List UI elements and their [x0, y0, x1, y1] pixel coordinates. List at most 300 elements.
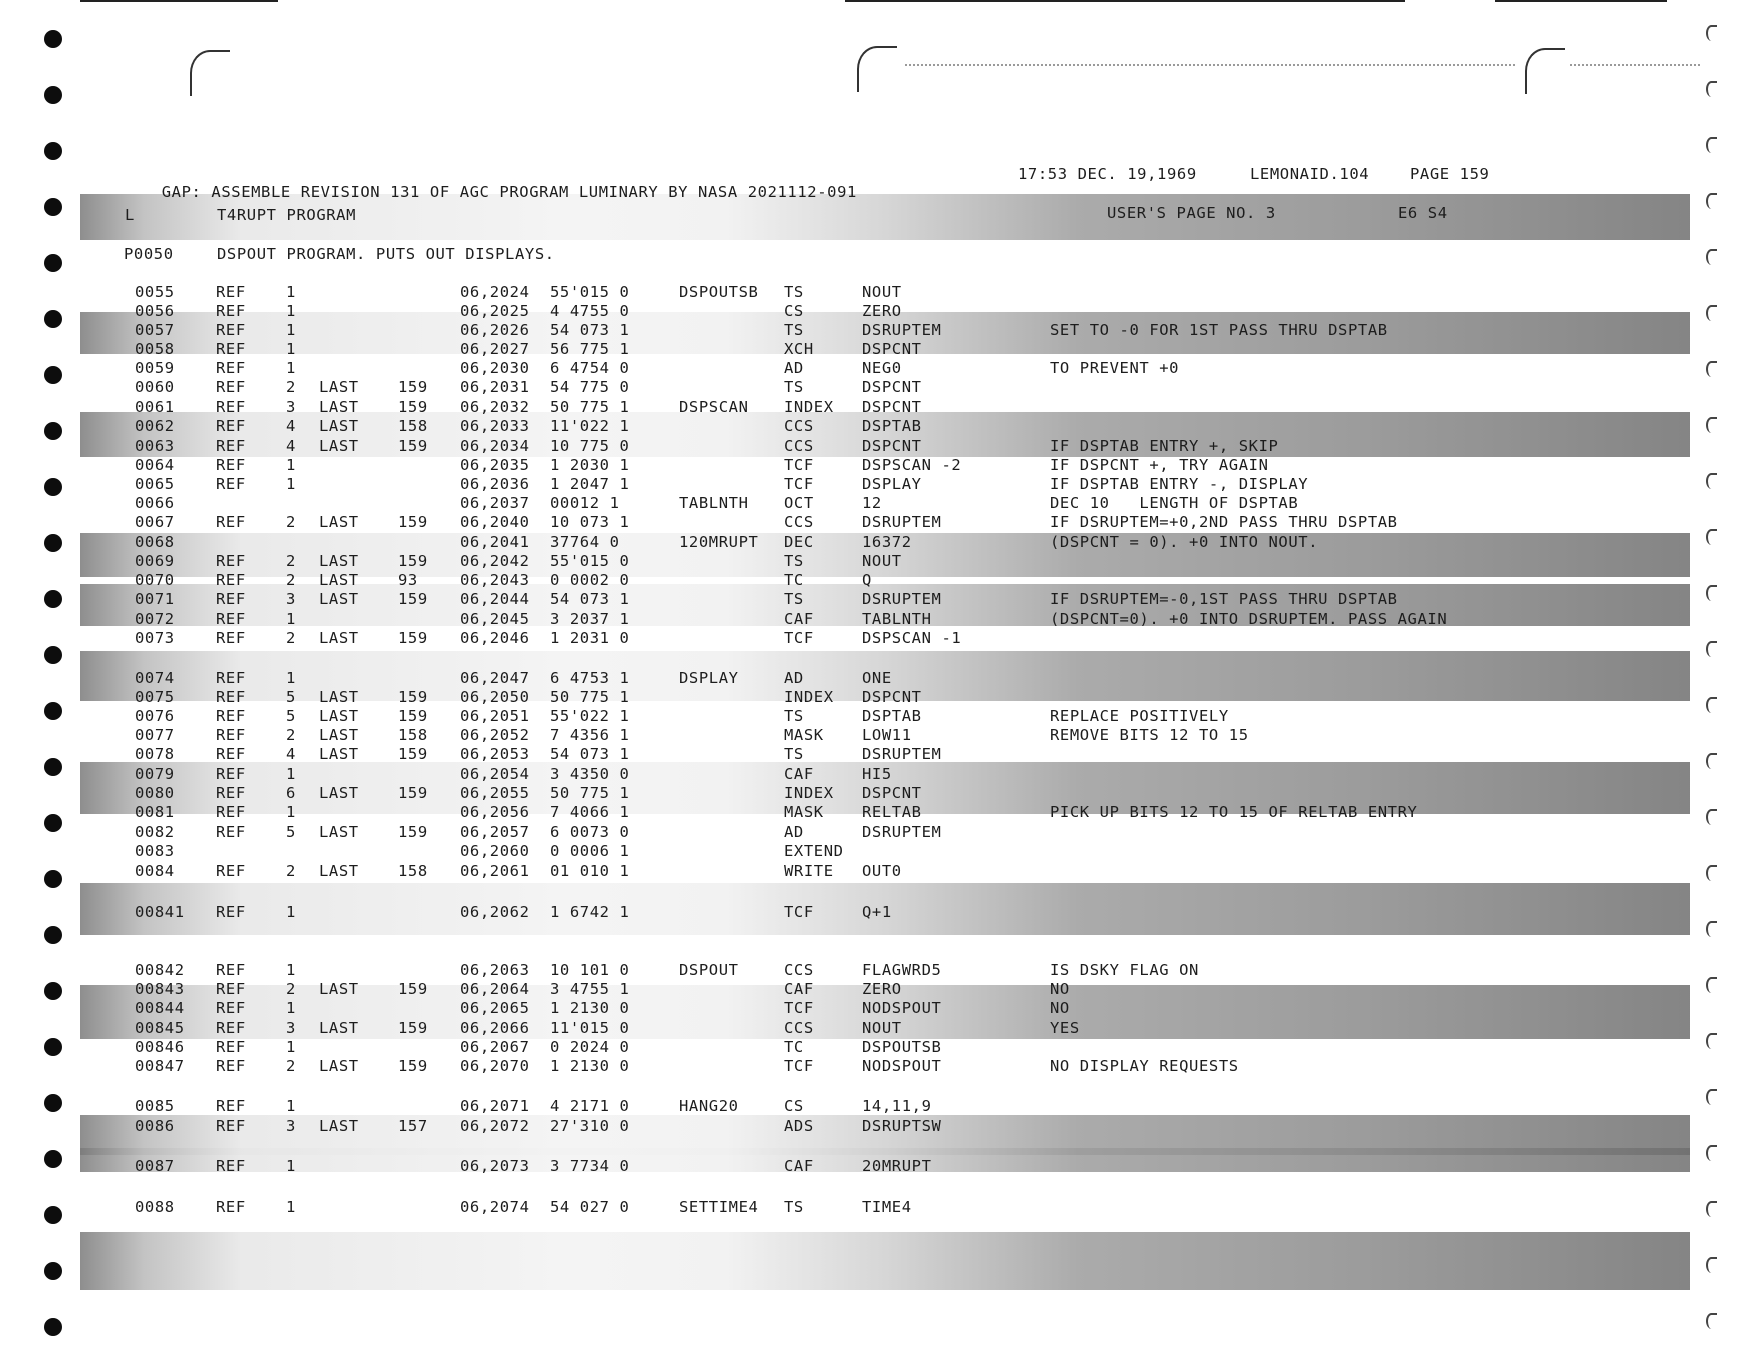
- row-last: LAST: [319, 513, 359, 531]
- feed-hole: [44, 254, 62, 272]
- row-line: 0075: [135, 688, 175, 706]
- row-op: CCS: [784, 961, 814, 979]
- row-comment: NO: [1050, 980, 1070, 998]
- row-ref: REF: [216, 803, 246, 821]
- row-word: 3 4755 1: [550, 980, 630, 998]
- row-n: 1: [286, 1198, 296, 1216]
- feed-hole: [44, 534, 62, 552]
- feed-hole: [44, 870, 62, 888]
- row-ref: REF: [216, 552, 246, 570]
- row-word: 00012 1: [550, 494, 620, 512]
- row-word: 7 4356 1: [550, 726, 630, 744]
- row-lastnum: 158: [398, 862, 428, 880]
- row-addr: 06,2053: [460, 745, 530, 763]
- edge-mark: [1706, 809, 1717, 825]
- row-word: 56 775 1: [550, 340, 630, 358]
- row-operand: TABLNTH: [862, 610, 932, 628]
- feed-hole: [44, 1150, 62, 1168]
- row-last: LAST: [319, 1117, 359, 1135]
- row-line: 00844: [135, 999, 185, 1017]
- row-label: SETTIME4: [679, 1198, 759, 1216]
- row-lastnum: 158: [398, 726, 428, 744]
- row-operand: DSPTAB: [862, 417, 922, 435]
- row-line: 0085: [135, 1097, 175, 1115]
- edge-mark: [1706, 473, 1717, 489]
- row-line: 0066: [135, 494, 175, 512]
- row-word: 55'015 0: [550, 283, 630, 301]
- row-ref: REF: [216, 999, 246, 1017]
- row-last: LAST: [319, 1057, 359, 1075]
- row-ref: REF: [216, 359, 246, 377]
- row-line: 0071: [135, 590, 175, 608]
- row-last: LAST: [319, 398, 359, 416]
- row-operand: NODSPOUT: [862, 1057, 942, 1075]
- row-n: 2: [286, 980, 296, 998]
- row-word: 54 775 0: [550, 378, 630, 396]
- page-curl-mark: [857, 46, 897, 92]
- row-comment: REMOVE BITS 12 TO 15: [1050, 726, 1249, 744]
- row-addr: 06,2043: [460, 571, 530, 589]
- row-op: EXTEND: [784, 842, 844, 860]
- section-title: T4RUPT PROGRAM: [217, 206, 357, 224]
- row-addr: 06,2025: [460, 302, 530, 320]
- edge-mark: [1706, 305, 1717, 321]
- row-comment: DEC 10 LENGTH OF DSPTAB: [1050, 494, 1299, 512]
- row-ref: REF: [216, 1117, 246, 1135]
- row-operand: DSPCNT: [862, 378, 922, 396]
- row-addr: 06,2052: [460, 726, 530, 744]
- row-operand: DSRUPTEM: [862, 321, 942, 339]
- row-ref: REF: [216, 590, 246, 608]
- row-comment: REPLACE POSITIVELY: [1050, 707, 1229, 725]
- row-lastnum: 159: [398, 552, 428, 570]
- row-op: TS: [784, 378, 804, 396]
- row-operand: Q+1: [862, 903, 892, 921]
- row-operand: LOW11: [862, 726, 912, 744]
- lemonaid-version: LEMONAID.104: [1250, 165, 1370, 183]
- row-line: 00847: [135, 1057, 185, 1075]
- row-word: 1 2130 0: [550, 999, 630, 1017]
- row-op: INDEX: [784, 688, 834, 706]
- row-n: 1: [286, 302, 296, 320]
- row-operand: DSRUPTEM: [862, 590, 942, 608]
- edge-mark: [1706, 977, 1717, 993]
- row-ref: REF: [216, 707, 246, 725]
- row-word: 10 775 0: [550, 437, 630, 455]
- edge-mark: [1706, 585, 1717, 601]
- feed-hole: [44, 590, 62, 608]
- row-comment: (DSPCNT=0). +0 INTO DSRUPTEM. PASS AGAIN: [1050, 610, 1448, 628]
- row-addr: 06,2046: [460, 629, 530, 647]
- edge-mark: [1706, 529, 1717, 545]
- row-line: 0078: [135, 745, 175, 763]
- edge-mark: [1706, 249, 1717, 265]
- section-letter: L: [125, 206, 135, 224]
- edge-mark: [1706, 641, 1717, 657]
- row-n: 1: [286, 1038, 296, 1056]
- row-addr: 06,2034: [460, 437, 530, 455]
- feed-hole: [44, 758, 62, 776]
- row-operand: FLAGWRD5: [862, 961, 942, 979]
- row-word: 1 2031 0: [550, 629, 630, 647]
- row-word: 50 775 1: [550, 398, 630, 416]
- row-op: TCF: [784, 456, 814, 474]
- row-line: 0088: [135, 1198, 175, 1216]
- row-n: 2: [286, 378, 296, 396]
- row-n: 5: [286, 688, 296, 706]
- row-lastnum: 159: [398, 688, 428, 706]
- feed-hole: [44, 702, 62, 720]
- row-word: 3 4350 0: [550, 765, 630, 783]
- row-op: TC: [784, 571, 804, 589]
- row-addr: 06,2067: [460, 1038, 530, 1056]
- edge-mark: [1706, 1033, 1717, 1049]
- row-last: LAST: [319, 823, 359, 841]
- row-ref: REF: [216, 340, 246, 358]
- row-ref: REF: [216, 669, 246, 687]
- row-addr: 06,2065: [460, 999, 530, 1017]
- row-addr: 06,2027: [460, 340, 530, 358]
- row-operand: 12: [862, 494, 882, 512]
- row-last: LAST: [319, 629, 359, 647]
- row-comment: SET TO -0 FOR 1ST PASS THRU DSPTAB: [1050, 321, 1388, 339]
- row-word: 1 6742 1: [550, 903, 630, 921]
- row-lastnum: 157: [398, 1117, 428, 1135]
- row-lastnum: 93: [398, 571, 418, 589]
- row-op: TCF: [784, 475, 814, 493]
- row-addr: 06,2044: [460, 590, 530, 608]
- row-lastnum: 159: [398, 437, 428, 455]
- user-page-number: USER'S PAGE NO. 3: [1107, 204, 1276, 222]
- feed-hole: [44, 1038, 62, 1056]
- row-n: 1: [286, 359, 296, 377]
- row-ref: REF: [216, 1057, 246, 1075]
- row-last: LAST: [319, 417, 359, 435]
- row-word: 6 4754 0: [550, 359, 630, 377]
- row-op: MASK: [784, 803, 824, 821]
- row-word: 27'310 0: [550, 1117, 630, 1135]
- row-ref: REF: [216, 745, 246, 763]
- row-ref: REF: [216, 437, 246, 455]
- row-operand: DSPTAB: [862, 707, 922, 725]
- row-lastnum: 159: [398, 513, 428, 531]
- row-word: 37764 0: [550, 533, 620, 551]
- row-line: 00843: [135, 980, 185, 998]
- row-line: 0076: [135, 707, 175, 725]
- row-word: 6 0073 0: [550, 823, 630, 841]
- edition-code: E6 S4: [1398, 204, 1448, 222]
- row-line: 0055: [135, 283, 175, 301]
- row-ref: REF: [216, 398, 246, 416]
- row-n: 5: [286, 707, 296, 725]
- row-n: 2: [286, 571, 296, 589]
- row-op: AD: [784, 823, 804, 841]
- row-n: 1: [286, 765, 296, 783]
- row-operand: DSPCNT: [862, 784, 922, 802]
- feed-hole: [44, 1094, 62, 1112]
- program-description: DSPOUT PROGRAM. PUTS OUT DISPLAYS.: [217, 245, 555, 263]
- row-line: 0070: [135, 571, 175, 589]
- row-line: 00842: [135, 961, 185, 979]
- edge-mark: [1706, 361, 1717, 377]
- row-operand: DSPCNT: [862, 398, 922, 416]
- row-addr: 06,2041: [460, 533, 530, 551]
- row-ref: REF: [216, 417, 246, 435]
- row-word: 1 2047 1: [550, 475, 630, 493]
- row-last: LAST: [319, 784, 359, 802]
- row-ref: REF: [216, 765, 246, 783]
- row-comment: IF DSPCNT +, TRY AGAIN: [1050, 456, 1269, 474]
- row-n: 2: [286, 629, 296, 647]
- row-line: 0083: [135, 842, 175, 860]
- edge-mark: [1706, 137, 1717, 153]
- edge-mark: [1706, 697, 1717, 713]
- row-word: 10 073 1: [550, 513, 630, 531]
- row-line: 0079: [135, 765, 175, 783]
- row-operand: NOUT: [862, 1019, 902, 1037]
- row-n: 1: [286, 803, 296, 821]
- feed-hole: [44, 310, 62, 328]
- row-line: 00845: [135, 1019, 185, 1037]
- row-op: AD: [784, 669, 804, 687]
- row-n: 3: [286, 1117, 296, 1135]
- row-word: 11'015 0: [550, 1019, 630, 1037]
- row-op: CCS: [784, 417, 814, 435]
- row-n: 2: [286, 513, 296, 531]
- row-op: DEC: [784, 533, 814, 551]
- row-label: DSPSCAN: [679, 398, 749, 416]
- row-line: 0057: [135, 321, 175, 339]
- row-addr: 06,2060: [460, 842, 530, 860]
- row-n: 5: [286, 823, 296, 841]
- row-n: 1: [286, 1157, 296, 1175]
- edge-mark: [1706, 81, 1717, 97]
- row-line: 00846: [135, 1038, 185, 1056]
- row-word: 0 2024 0: [550, 1038, 630, 1056]
- row-word: 4 4755 0: [550, 302, 630, 320]
- row-operand: OUT0: [862, 862, 902, 880]
- top-rule-center: [845, 0, 1405, 2]
- row-addr: 06,2037: [460, 494, 530, 512]
- edge-mark: [1706, 1089, 1717, 1105]
- edge-mark: [1706, 753, 1717, 769]
- row-word: 6 4753 1: [550, 669, 630, 687]
- row-ref: REF: [216, 321, 246, 339]
- row-op: OCT: [784, 494, 814, 512]
- row-line: 0063: [135, 437, 175, 455]
- row-word: 1 2130 0: [550, 1057, 630, 1075]
- row-addr: 06,2074: [460, 1198, 530, 1216]
- row-n: 4: [286, 417, 296, 435]
- row-n: 1: [286, 283, 296, 301]
- row-word: 54 073 1: [550, 745, 630, 763]
- row-n: 1: [286, 961, 296, 979]
- row-addr: 06,2051: [460, 707, 530, 725]
- row-operand: DSPSCAN -2: [862, 456, 962, 474]
- row-comment: (DSPCNT = 0). +0 INTO NOUT.: [1050, 533, 1319, 551]
- row-op: WRITE: [784, 862, 834, 880]
- row-comment: IF DSRUPTEM=-0,1ST PASS THRU DSPTAB: [1050, 590, 1398, 608]
- row-word: 54 073 1: [550, 321, 630, 339]
- row-n: 1: [286, 1097, 296, 1115]
- row-line: 0062: [135, 417, 175, 435]
- row-addr: 06,2024: [460, 283, 530, 301]
- row-lastnum: 159: [398, 629, 428, 647]
- row-line: 0082: [135, 823, 175, 841]
- row-lastnum: 159: [398, 398, 428, 416]
- edge-mark: [1706, 25, 1717, 41]
- perforation-dots: [1570, 64, 1700, 66]
- row-addr: 06,2066: [460, 1019, 530, 1037]
- row-word: 54 027 0: [550, 1198, 630, 1216]
- row-ref: REF: [216, 823, 246, 841]
- row-addr: 06,2054: [460, 765, 530, 783]
- row-operand: ONE: [862, 669, 892, 687]
- row-op: TS: [784, 590, 804, 608]
- row-n: 1: [286, 456, 296, 474]
- row-addr: 06,2035: [460, 456, 530, 474]
- edge-mark: [1706, 1257, 1717, 1273]
- row-label: TABLNTH: [679, 494, 749, 512]
- row-addr: 06,2030: [460, 359, 530, 377]
- row-n: 1: [286, 475, 296, 493]
- feed-hole: [44, 142, 62, 160]
- row-last: LAST: [319, 571, 359, 589]
- top-rule-right: [1495, 0, 1667, 2]
- row-addr: 06,2072: [460, 1117, 530, 1135]
- row-line: 00841: [135, 903, 185, 921]
- row-operand: NEG0: [862, 359, 902, 377]
- row-word: 3 2037 1: [550, 610, 630, 628]
- row-comment: IF DSRUPTEM=+0,2ND PASS THRU DSPTAB: [1050, 513, 1398, 531]
- row-op: XCH: [784, 340, 814, 358]
- row-operand: 20MRUPT: [862, 1157, 932, 1175]
- row-lastnum: 159: [398, 590, 428, 608]
- row-ref: REF: [216, 980, 246, 998]
- feed-hole: [44, 982, 62, 1000]
- row-ref: REF: [216, 283, 246, 301]
- feed-hole: [44, 1318, 62, 1336]
- row-addr: 06,2036: [460, 475, 530, 493]
- feed-hole: [44, 86, 62, 104]
- row-operand: NOUT: [862, 552, 902, 570]
- row-label: 120MRUPT: [679, 533, 759, 551]
- feed-hole: [44, 30, 62, 48]
- edge-mark: [1706, 865, 1717, 881]
- row-addr: 06,2062: [460, 903, 530, 921]
- row-last: LAST: [319, 980, 359, 998]
- row-last: LAST: [319, 688, 359, 706]
- row-operand: HI5: [862, 765, 892, 783]
- row-n: 6: [286, 784, 296, 802]
- row-addr: 06,2042: [460, 552, 530, 570]
- page-curl-mark: [190, 50, 230, 96]
- row-last: LAST: [319, 437, 359, 455]
- row-n: 2: [286, 1057, 296, 1075]
- row-ref: REF: [216, 903, 246, 921]
- row-line: 0067: [135, 513, 175, 531]
- row-op: INDEX: [784, 398, 834, 416]
- row-ref: REF: [216, 1097, 246, 1115]
- row-ref: REF: [216, 629, 246, 647]
- row-op: TCF: [784, 903, 814, 921]
- row-operand: DSRUPTEM: [862, 823, 942, 841]
- row-n: 1: [286, 669, 296, 687]
- row-op: TS: [784, 707, 804, 725]
- row-operand: ZERO: [862, 980, 902, 998]
- page-curl-mark: [1525, 48, 1565, 94]
- row-line: 0073: [135, 629, 175, 647]
- row-line: 0064: [135, 456, 175, 474]
- row-op: ADS: [784, 1117, 814, 1135]
- row-operand: DSRUPTEM: [862, 513, 942, 531]
- row-op: TCF: [784, 999, 814, 1017]
- row-lastnum: 159: [398, 378, 428, 396]
- row-line: 0074: [135, 669, 175, 687]
- row-comment: NO DISPLAY REQUESTS: [1050, 1057, 1239, 1075]
- row-op: CAF: [784, 980, 814, 998]
- feed-hole: [44, 1262, 62, 1280]
- row-op: TCF: [784, 1057, 814, 1075]
- row-addr: 06,2032: [460, 398, 530, 416]
- row-n: 1: [286, 340, 296, 358]
- row-word: 3 7734 0: [550, 1157, 630, 1175]
- row-label: HANG20: [679, 1097, 739, 1115]
- row-last: LAST: [319, 590, 359, 608]
- row-operand: 16372: [862, 533, 912, 551]
- row-operand: DSPLAY: [862, 475, 922, 493]
- row-line: 0065: [135, 475, 175, 493]
- row-word: 01 010 1: [550, 862, 630, 880]
- row-operand: Q: [862, 571, 872, 589]
- row-word: 55'022 1: [550, 707, 630, 725]
- row-addr: 06,2064: [460, 980, 530, 998]
- row-last: LAST: [319, 745, 359, 763]
- row-last: LAST: [319, 378, 359, 396]
- feed-hole: [44, 422, 62, 440]
- row-op: CS: [784, 1097, 804, 1115]
- row-addr: 06,2070: [460, 1057, 530, 1075]
- row-operand: DSPOUTSB: [862, 1038, 942, 1056]
- row-line: 0058: [135, 340, 175, 358]
- row-ref: REF: [216, 726, 246, 744]
- row-n: 4: [286, 437, 296, 455]
- row-op: CS: [784, 302, 804, 320]
- row-op: TCF: [784, 629, 814, 647]
- row-comment: IF DSPTAB ENTRY +, SKIP: [1050, 437, 1279, 455]
- row-op: TS: [784, 321, 804, 339]
- row-addr: 06,2057: [460, 823, 530, 841]
- row-line: 0060: [135, 378, 175, 396]
- row-word: 7 4066 1: [550, 803, 630, 821]
- row-word: 50 775 1: [550, 688, 630, 706]
- row-word: 4 2171 0: [550, 1097, 630, 1115]
- row-op: CAF: [784, 1157, 814, 1175]
- row-last: LAST: [319, 1019, 359, 1037]
- row-op: TS: [784, 1198, 804, 1216]
- row-operand: DSPCNT: [862, 437, 922, 455]
- row-label: DSPOUTSB: [679, 283, 759, 301]
- row-comment: TO PREVENT +0: [1050, 359, 1180, 377]
- row-line: 0069: [135, 552, 175, 570]
- row-operand: TIME4: [862, 1198, 912, 1216]
- row-operand: DSPCNT: [862, 688, 922, 706]
- row-n: 3: [286, 590, 296, 608]
- row-addr: 06,2031: [460, 378, 530, 396]
- timestamp: 17:53 DEC. 19,1969: [1018, 165, 1197, 183]
- row-op: CAF: [784, 765, 814, 783]
- row-label: DSPLAY: [679, 669, 739, 687]
